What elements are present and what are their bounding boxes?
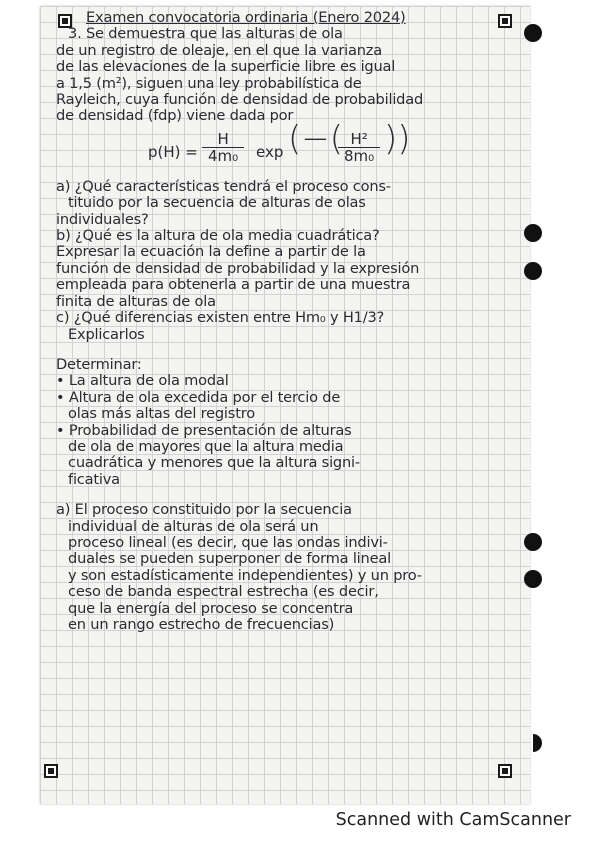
- question-statement: 3. Se demuestra que las alturas de ola de un registro de oleaje, en el que la varianza de las elevaciones de la superficie libre es igual a 1,5 (m²), siguen una ley probabilística de Rayleich, cuya función de densidad de probabilidad de densidad (fdp) viene dada por: [56, 25, 424, 125]
- formula-paren-open: (−(: [288, 118, 344, 159]
- subquestions: a) ¿Qué características tendrá el proceso cons- tituido por la secuencia de alturas de olas individuales? b) ¿Qué es la altura de ola media cuadrática? Expresar la ecuación la define a partir de la función de densidad de probabilidad y la expresión empleada para obtenerla a partir de una muestra finita de alturas de ola c) ¿Qué diferencias existen entre Hm₀ y H1/3? Explicarlos: [56, 177, 420, 343]
- binder-hole: [524, 570, 542, 588]
- formula-paren-close: )): [384, 118, 411, 159]
- formula-fraction-1: $\frac{H}{\text{4m₀}}$: [202, 131, 244, 165]
- formula-exp: exp: [256, 142, 284, 161]
- scanner-watermark: Scanned with CamScanner: [335, 810, 571, 830]
- binder-hole: [524, 24, 542, 42]
- binder-hole: [524, 224, 542, 242]
- answer-block: a) El proceso constituido por la secuencia individual de alturas de ola será un proceso lineal (es decir, que las ondas indivi- duales se pueden superponer de forma lineal y son estadísticamente independientes) y un pro- ceso de banda espectral estrecha (es decir, que la energía del proceso se concentra en un rango estrecho de frecuencias): [56, 501, 422, 633]
- exam-header: Examen convocatoria ordinaria (Enero 2024): [86, 9, 406, 26]
- formula-fraction-2: $\frac{\text{H²}}{\text{8m₀}}$: [338, 131, 380, 165]
- binder-hole: [524, 533, 542, 551]
- page-corner-marker-bottom-right: [498, 764, 512, 778]
- formula-lhs: p(H) =: [148, 142, 198, 161]
- determine-list: Determinar: • La altura de ola modal • Altura de ola excedida por el tercio de olas más altas del registro • Probabilidad de presentación de alturas de ola de mayores que la altura media cuadrática y menores que la altura signi- ficativa: [56, 355, 360, 488]
- page-corner-marker-bottom-left: [44, 764, 58, 778]
- handwritten-notes: [56, 10, 524, 633]
- binder-hole: [524, 262, 542, 280]
- density-formula: [56, 118, 524, 179]
